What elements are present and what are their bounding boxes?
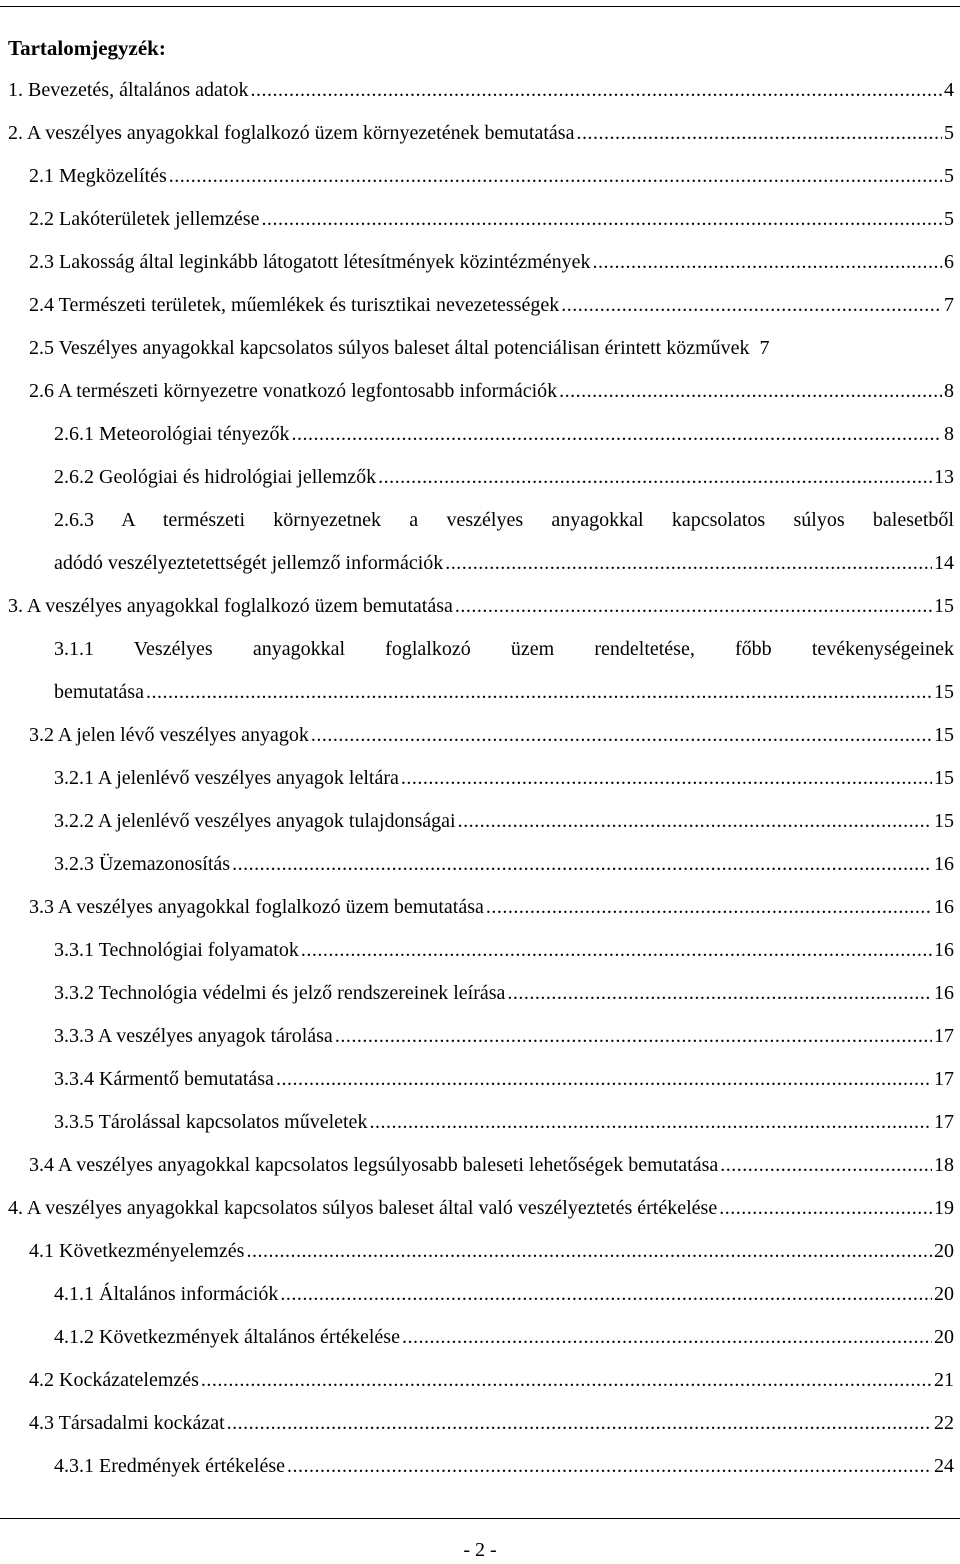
bottom-rule (0, 1518, 960, 1519)
toc-entry-2-4[interactable] (29, 291, 954, 319)
toc-entry-title: 2.1 Megközelítés (29, 165, 167, 187)
toc-entry-title: 2.6.1 Meteorológiai tényezők (54, 423, 290, 445)
toc-entry-2-5[interactable] (29, 334, 954, 362)
toc-entry-page: 15 (934, 724, 954, 746)
toc-entry-2-3[interactable] (29, 248, 954, 276)
toc-entry-title: 4.3 Társadalmi kockázat (29, 1412, 225, 1434)
toc-entry-3-3-5[interactable] (54, 1108, 954, 1136)
toc-entry-1[interactable] (8, 76, 954, 104)
dot-leader (292, 420, 943, 448)
toc-entry-page: 7 (759, 337, 770, 359)
toc-entry-page: 16 (934, 982, 954, 1004)
dot-leader (227, 1409, 932, 1437)
toc-entry-title: 2.6.2 Geológiai és hidrológiai jellemzők (54, 466, 377, 488)
dot-leader (276, 1065, 932, 1093)
toc-entry-title: 2.5 Veszélyes anyagokkal kapcsolatos súlyos baleset által potenciálisan érintett közművek (29, 337, 750, 359)
toc-entry-3-2-3[interactable] (54, 850, 954, 878)
top-rule (0, 6, 960, 7)
toc-entry-title: 4.2 Kockázatelemzés (29, 1369, 199, 1391)
toc-entry-page: 17 (934, 1068, 954, 1090)
toc-entry-page: 7 (944, 294, 954, 316)
toc-entry-3-2-2[interactable] (54, 807, 954, 835)
toc-entry-4-3[interactable] (29, 1409, 954, 1437)
toc-entry-page: 22 (934, 1412, 954, 1434)
toc-entry-title: 3.3.4 Kármentő bemutatása (54, 1068, 274, 1090)
toc-entry-title: 2. A veszélyes anyagokkal foglalkozó üzem környezetének bemutatása (8, 122, 575, 144)
toc-entry-3-3-2[interactable] (54, 979, 954, 1007)
toc-entry-page: 8 (944, 423, 954, 445)
toc-entry-3-1-1-line1[interactable]: 3.1.1 Veszélyes anyagokkal foglalkozó üzem rendeltetése, főbb tevékenységeinek (54, 638, 954, 660)
toc-entry-2[interactable] (8, 119, 954, 147)
toc-entry-page: 21 (934, 1369, 954, 1391)
toc-entry-page: 17 (934, 1111, 954, 1133)
dot-leader (169, 162, 942, 190)
toc-entry-title: 3.3.5 Tárolással kapcsolatos műveletek (54, 1111, 368, 1133)
toc-entry-3-4[interactable] (29, 1151, 954, 1179)
toc-entry-2-6-1[interactable] (54, 420, 954, 448)
dot-leader (201, 1366, 932, 1394)
dot-leader (378, 463, 932, 491)
toc-entry-page: 6 (944, 251, 954, 273)
toc-entry-page: 4 (944, 79, 954, 101)
dot-leader (287, 1452, 932, 1480)
toc-entry-2-6-3-line1[interactable]: 2.6.3 A természeti környezetnek a veszélyes anyagokkal kapcsolatos súlyos balesetből (54, 509, 954, 531)
dot-leader (445, 549, 932, 577)
toc-entry-title: bemutatása (54, 681, 144, 703)
toc-entry-title: 3.3.3 A veszélyes anyagok tárolása (54, 1025, 333, 1047)
dot-leader (261, 205, 942, 233)
dot-leader (559, 377, 942, 405)
toc-entry-title: 4.1.1 Általános információk (54, 1283, 279, 1305)
toc-entry-page: 17 (934, 1025, 954, 1047)
toc-entry-title: 3.2.1 A jelenlévő veszélyes anyagok leltára (54, 767, 399, 789)
dot-leader (301, 936, 932, 964)
toc-entry-3-3[interactable] (29, 893, 954, 921)
toc-entry-title: 4.3.1 Eredmények értékelése (54, 1455, 286, 1477)
toc-entry-page: 20 (934, 1240, 954, 1262)
page-number-footer: - 2 - (463, 1539, 497, 1561)
toc-entry-page: 16 (934, 939, 954, 961)
dot-leader (507, 979, 932, 1007)
toc-entry-title: 3.4 A veszélyes anyagokkal kapcsolatos legsúlyosabb baleseti lehetőségek bemutatása (29, 1154, 719, 1176)
dot-leader (486, 893, 932, 921)
toc-entry-3-3-4[interactable] (54, 1065, 954, 1093)
dot-leader (246, 1237, 932, 1265)
toc-heading: Tartalomjegyzék: (8, 36, 166, 60)
toc-entry-page: 15 (934, 767, 954, 789)
toc-entry-title: 3.2.3 Üzemazonosítás (54, 853, 231, 875)
toc-entry-page: 20 (934, 1283, 954, 1305)
toc-entry-3-3-3[interactable] (54, 1022, 954, 1050)
toc-entry-title: 4.1 Következményelemzés (29, 1240, 245, 1262)
toc-entry-title: 2.3 Lakosság által leginkább látogatott létesítmények közintézmények (29, 251, 591, 273)
dot-leader (335, 1022, 932, 1050)
toc-entry-title: 1. Bevezetés, általános adatok (8, 79, 249, 101)
toc-entry-title: 2.2 Lakóterületek jellemzése (29, 208, 260, 230)
dot-leader (250, 76, 942, 104)
toc-entry-title: 3.3.2 Technológia védelmi és jelző rendszereinek leírása (54, 982, 506, 1004)
toc-entry-page: 15 (934, 681, 954, 703)
dot-leader (593, 248, 943, 276)
toc-entry-page: 5 (944, 165, 954, 187)
toc-entry-3-2[interactable] (29, 721, 954, 749)
toc-entry-title: 3.3 A veszélyes anyagokkal foglalkozó üzem bemutatása (29, 896, 484, 918)
toc-entry-3-2-1[interactable] (54, 764, 954, 792)
toc-entry-title: 4.1.2 Következmények általános értékelése (54, 1326, 400, 1348)
toc-entry-page: 18 (934, 1154, 954, 1176)
toc-entry-3-1-1[interactable] (54, 678, 954, 706)
dot-leader (455, 592, 932, 620)
toc-entry-page: 14 (934, 552, 954, 574)
toc-entry-4-3-1[interactable] (54, 1452, 954, 1480)
dot-leader (146, 678, 932, 706)
toc-entry-4-1[interactable] (29, 1237, 954, 1265)
toc-entry-page: 13 (934, 466, 954, 488)
toc-entry-page: 15 (934, 595, 954, 617)
dot-leader (369, 1108, 932, 1136)
toc-entry-3-3-1[interactable] (54, 936, 954, 964)
toc-entry-page: 24 (934, 1455, 954, 1477)
toc-entry-2-1[interactable] (29, 162, 954, 190)
dot-leader (232, 850, 932, 878)
toc-entry-page: 5 (944, 208, 954, 230)
toc-entry-2-2[interactable] (29, 205, 954, 233)
dot-leader (458, 807, 932, 835)
toc-entry-title: 3. A veszélyes anyagokkal foglalkozó üzem bemutatása (8, 595, 453, 617)
toc-entry-4-1-1[interactable] (54, 1280, 954, 1308)
toc-entry-page: 16 (934, 896, 954, 918)
dot-leader (280, 1280, 932, 1308)
dot-leader (311, 721, 932, 749)
toc-entry-title: 4. A veszélyes anyagokkal kapcsolatos súlyos baleset által való veszélyeztetés értékelése (8, 1197, 718, 1219)
dot-leader (401, 764, 932, 792)
toc-entry-page: 20 (934, 1326, 954, 1348)
toc-entry-4[interactable] (8, 1194, 954, 1222)
toc-entry-4-1-2[interactable] (54, 1323, 954, 1351)
toc-entry-title: 2.6 A természeti környezetre vonatkozó legfontosabb információk (29, 380, 558, 402)
dot-leader (576, 119, 942, 147)
toc-entry-title: 3.3.1 Technológiai folyamatok (54, 939, 299, 961)
toc-entry-page: 8 (944, 380, 954, 402)
toc-entry-title: 2.4 Természeti területek, műemlékek és turisztikai nevezetességek (29, 294, 560, 316)
toc-entry-2-6[interactable] (29, 377, 954, 405)
toc-entry-title: adódó veszélyeztetettségét jellemző információk (54, 552, 444, 574)
dot-leader (561, 291, 942, 319)
toc-entry-page: 15 (934, 810, 954, 832)
toc-entry-title: 3.2 A jelen lévő veszélyes anyagok (29, 724, 309, 746)
toc-entry-2-6-2[interactable] (54, 463, 954, 491)
dot-leader (402, 1323, 932, 1351)
toc-entry-3[interactable] (8, 592, 954, 620)
dot-leader (720, 1151, 932, 1179)
toc-entry-4-2[interactable] (29, 1366, 954, 1394)
toc-entry-page: 5 (944, 122, 954, 144)
toc-entry-page: 16 (934, 853, 954, 875)
toc-entry-2-6-3[interactable] (54, 549, 954, 577)
dot-leader (719, 1194, 932, 1222)
toc-entry-page: 19 (934, 1197, 954, 1219)
toc-entry-title: 3.2.2 A jelenlévő veszélyes anyagok tulajdonságai (54, 810, 456, 832)
